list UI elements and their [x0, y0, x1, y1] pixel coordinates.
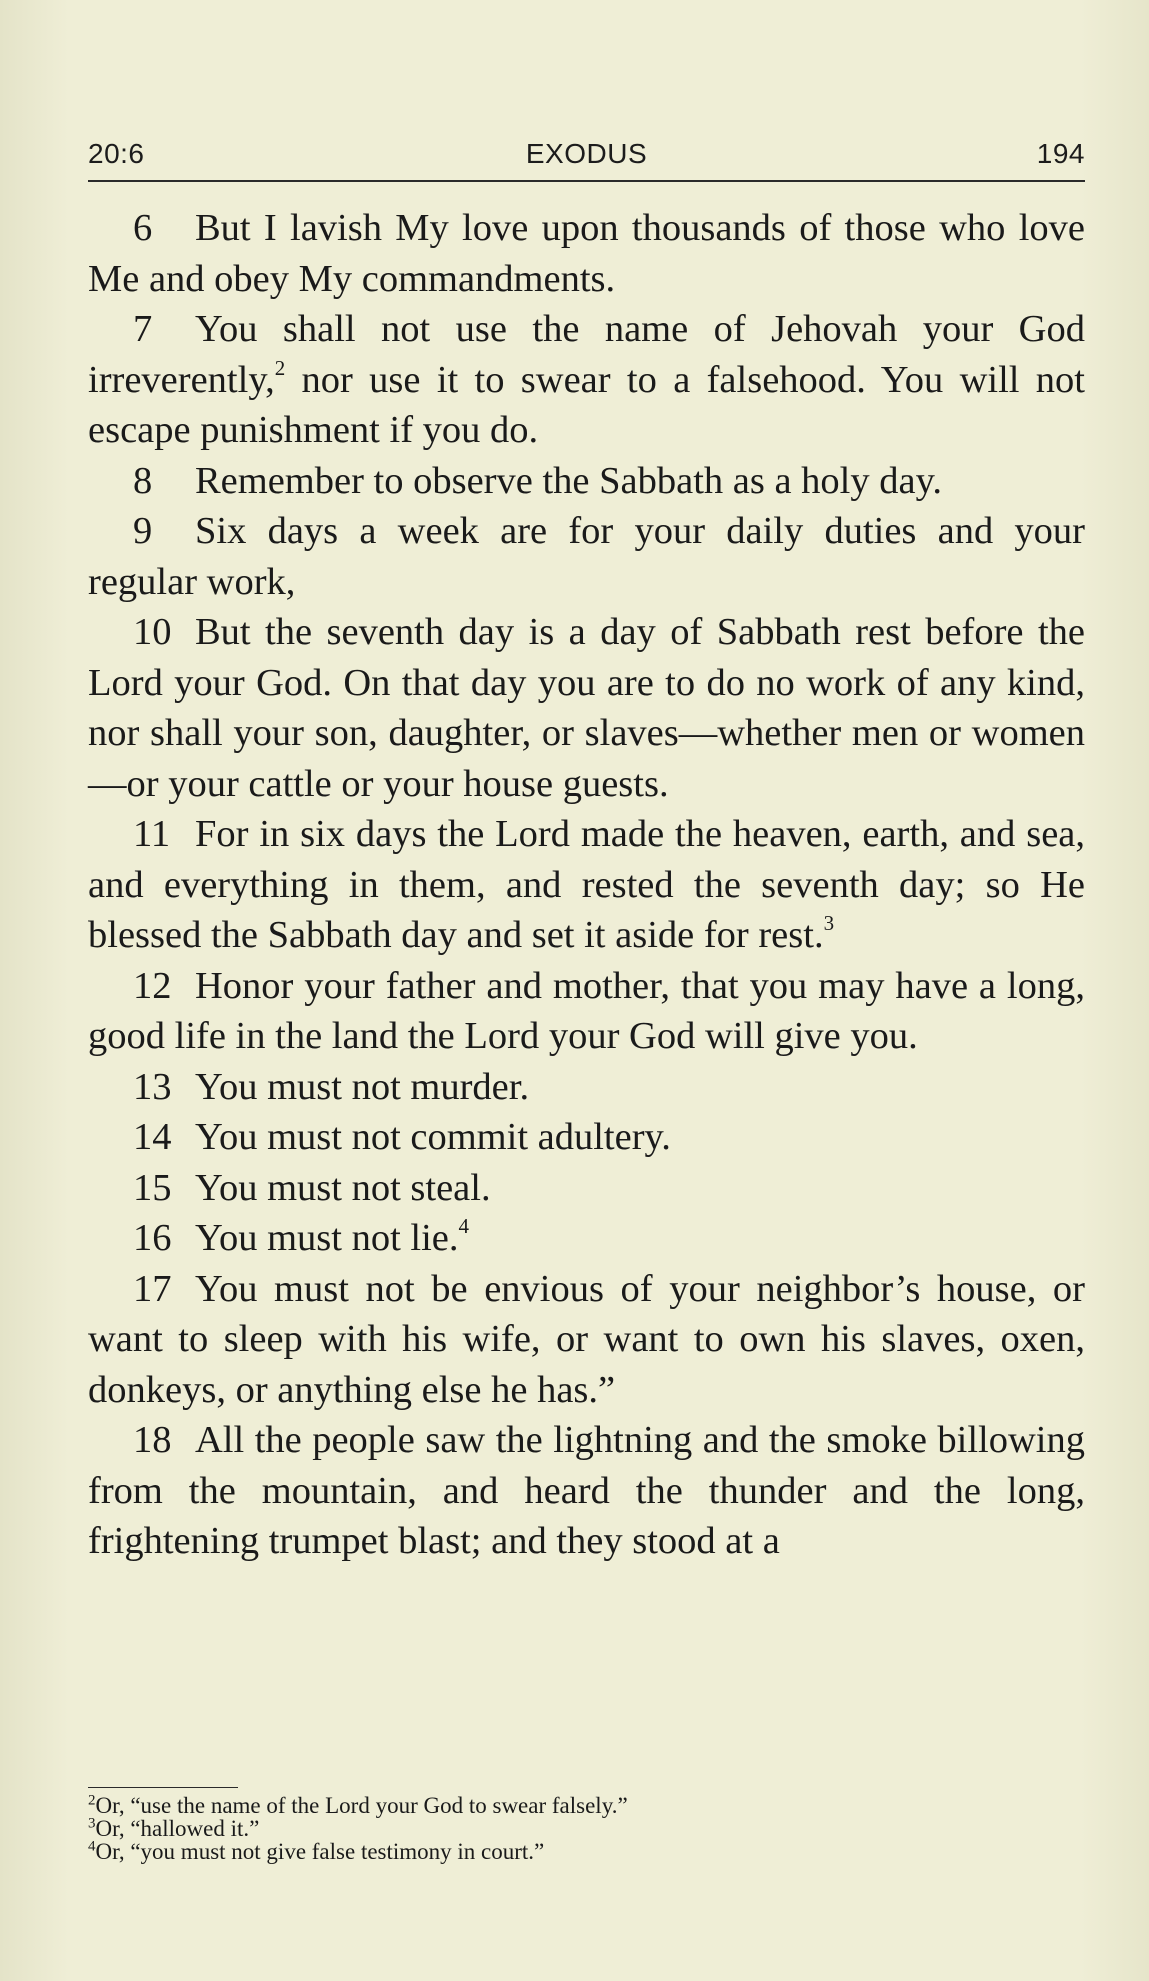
verse-number: 18 — [133, 1419, 172, 1461]
footnote-ref: 3 — [823, 911, 835, 936]
verse-text: You must not murder. — [195, 1065, 530, 1108]
verse — [88, 1163, 1085, 1214]
verse — [88, 1112, 1085, 1163]
footnotes — [88, 1794, 1085, 1863]
footnote — [88, 1794, 1085, 1817]
footnote-mark: 4 — [88, 1838, 96, 1855]
verse — [88, 607, 1085, 809]
chapter-verse-reference: 20:6 — [88, 138, 145, 169]
verse-text: For in six days the Lord made the heaven, earth, and sea, and everything in them, and rested the seventh day; so He blessed the Sabbath day and set it aside for rest. — [88, 813, 1085, 956]
footnote-text: Or, “hallowed it.” — [95, 1816, 260, 1841]
verse-number: 6 — [133, 207, 153, 249]
verse — [88, 1213, 1085, 1264]
verse — [88, 304, 1085, 456]
footnote — [88, 1840, 1085, 1863]
verse — [88, 1062, 1085, 1113]
verse-text: Six days a week are for your daily duties and your regular work, — [88, 510, 1085, 603]
verse-text: But I lavish My love upon thousands of those who love Me and obey My commandments. — [88, 207, 1085, 300]
footnote — [88, 1817, 1085, 1840]
verse — [88, 961, 1085, 1062]
verse — [88, 809, 1085, 961]
verse — [88, 1264, 1085, 1416]
verse-text: Remember to observe the Sabbath as a holy day. — [195, 459, 942, 502]
footnote-text: Or, “you must not give false testimony in court.” — [95, 1839, 545, 1864]
footnote-mark: 2 — [88, 1792, 96, 1809]
scripture-text — [88, 203, 1085, 1567]
verse-number: 16 — [133, 1217, 172, 1259]
verse-number: 10 — [133, 611, 172, 653]
verse — [88, 506, 1085, 607]
verse-text: You must not commit adultery. — [195, 1116, 671, 1158]
verse-number: 11 — [133, 813, 171, 855]
verse-number: 14 — [133, 1116, 172, 1158]
verse-number: 17 — [133, 1267, 172, 1310]
verse-text: You must not be envious of your neighbor’s house, or want to sleep with his wife, or want to own his slaves, oxen, donkeys, or anything else he has.” — [88, 1267, 1085, 1411]
verse-text: But the seventh day is a day of Sabbath rest before the Lord your God. On that day you are to do no work of any kind, nor shall your son, daughter, or slaves—whether men or women—or your cattle or your house guests. — [88, 611, 1085, 805]
verse-number: 13 — [133, 1065, 172, 1108]
verse — [88, 203, 1085, 304]
footnote-ref: 4 — [458, 1214, 470, 1239]
verse-text: You must not steal. — [195, 1166, 491, 1209]
verse-text: nor use it to swear to a falsehood. You will not escape punishment if you do. — [88, 358, 1085, 451]
verse-number: 9 — [133, 510, 153, 552]
verse-text: Honor your father and mother, that you may have a long, good life in the land the Lord your God will give you. — [88, 964, 1085, 1057]
verse-number: 7 — [133, 308, 153, 350]
running-header — [88, 138, 1085, 182]
footnote-text: Or, “use the name of the Lord your God to swear falsely.” — [95, 1793, 628, 1818]
verse — [88, 456, 1085, 507]
verse-number: 15 — [133, 1166, 172, 1209]
header-rule — [88, 180, 1085, 182]
footnote-mark: 3 — [88, 1815, 96, 1832]
footnote-ref: 2 — [274, 355, 286, 380]
footnote-rule — [88, 1787, 238, 1788]
book-title: EXODUS — [525, 138, 648, 169]
verse-number: 8 — [133, 459, 153, 502]
page-number: 194 — [1036, 138, 1085, 169]
verse — [88, 1415, 1085, 1567]
verse-text: You must not lie. — [195, 1217, 459, 1259]
verse-number: 12 — [133, 964, 172, 1007]
verse-text: All the people saw the lightning and the smoke billowing from the mountain, and heard the thunder and the long, frightening trumpet blast; and they stood at a — [88, 1419, 1085, 1562]
verse-text: You shall not use the name of Jehovah your God irreverently, — [88, 308, 1085, 401]
